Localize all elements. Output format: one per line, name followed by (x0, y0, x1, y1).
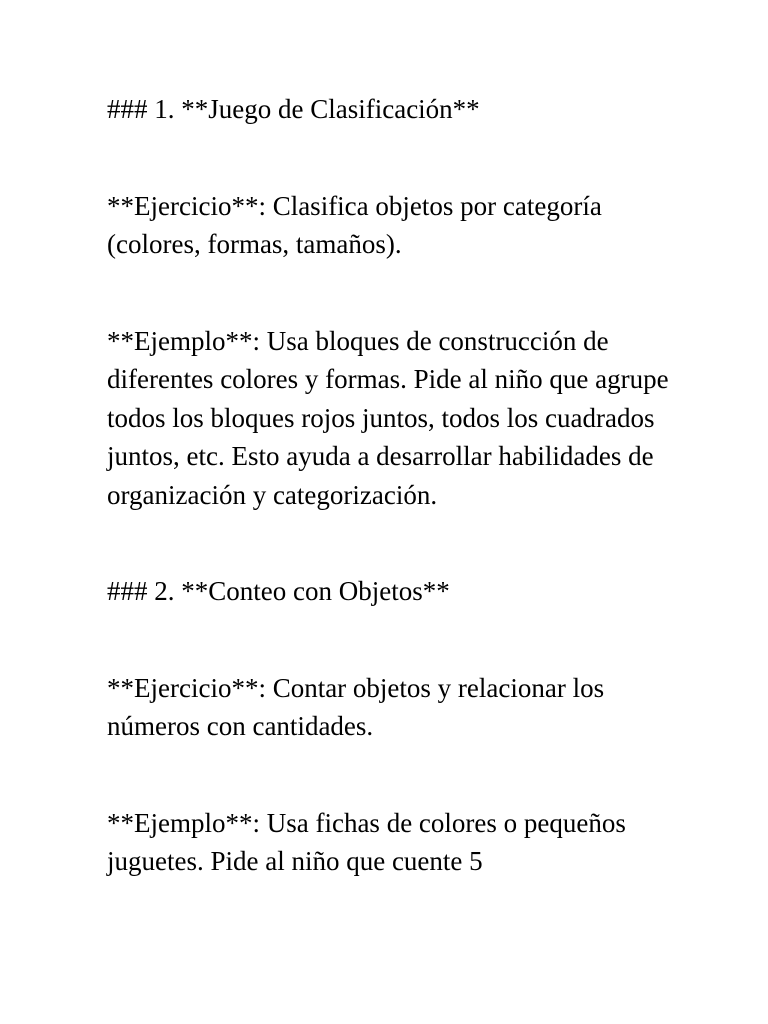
section-heading-1: ### 1. **Juego de Clasificación** (107, 94, 480, 124)
document-body (107, 90, 677, 881)
exercise-paragraph-1: **Ejercicio**: Clasifica objetos por categoría (colores, formas, tamaños). (107, 190, 602, 259)
example-paragraph-2: **Ejemplo**: Usa fichas de colores o pequeños juguetes. Pide al niño que cuente 5 (107, 807, 626, 876)
example-paragraph-1: **Ejemplo**: Usa bloques de construcción de diferentes colores y formas. Pide al niño que agrupe todos los bloques rojos juntos, todos los cuadrados juntos, etc. Esto ayuda a desarrollar habilidades de organización y categorización. (107, 325, 669, 510)
section-heading-2: ### 2. **Conteo con Objetos** (107, 576, 450, 606)
exercise-paragraph-2: **Ejercicio**: Contar objetos y relacionar los números con cantidades. (107, 672, 605, 741)
